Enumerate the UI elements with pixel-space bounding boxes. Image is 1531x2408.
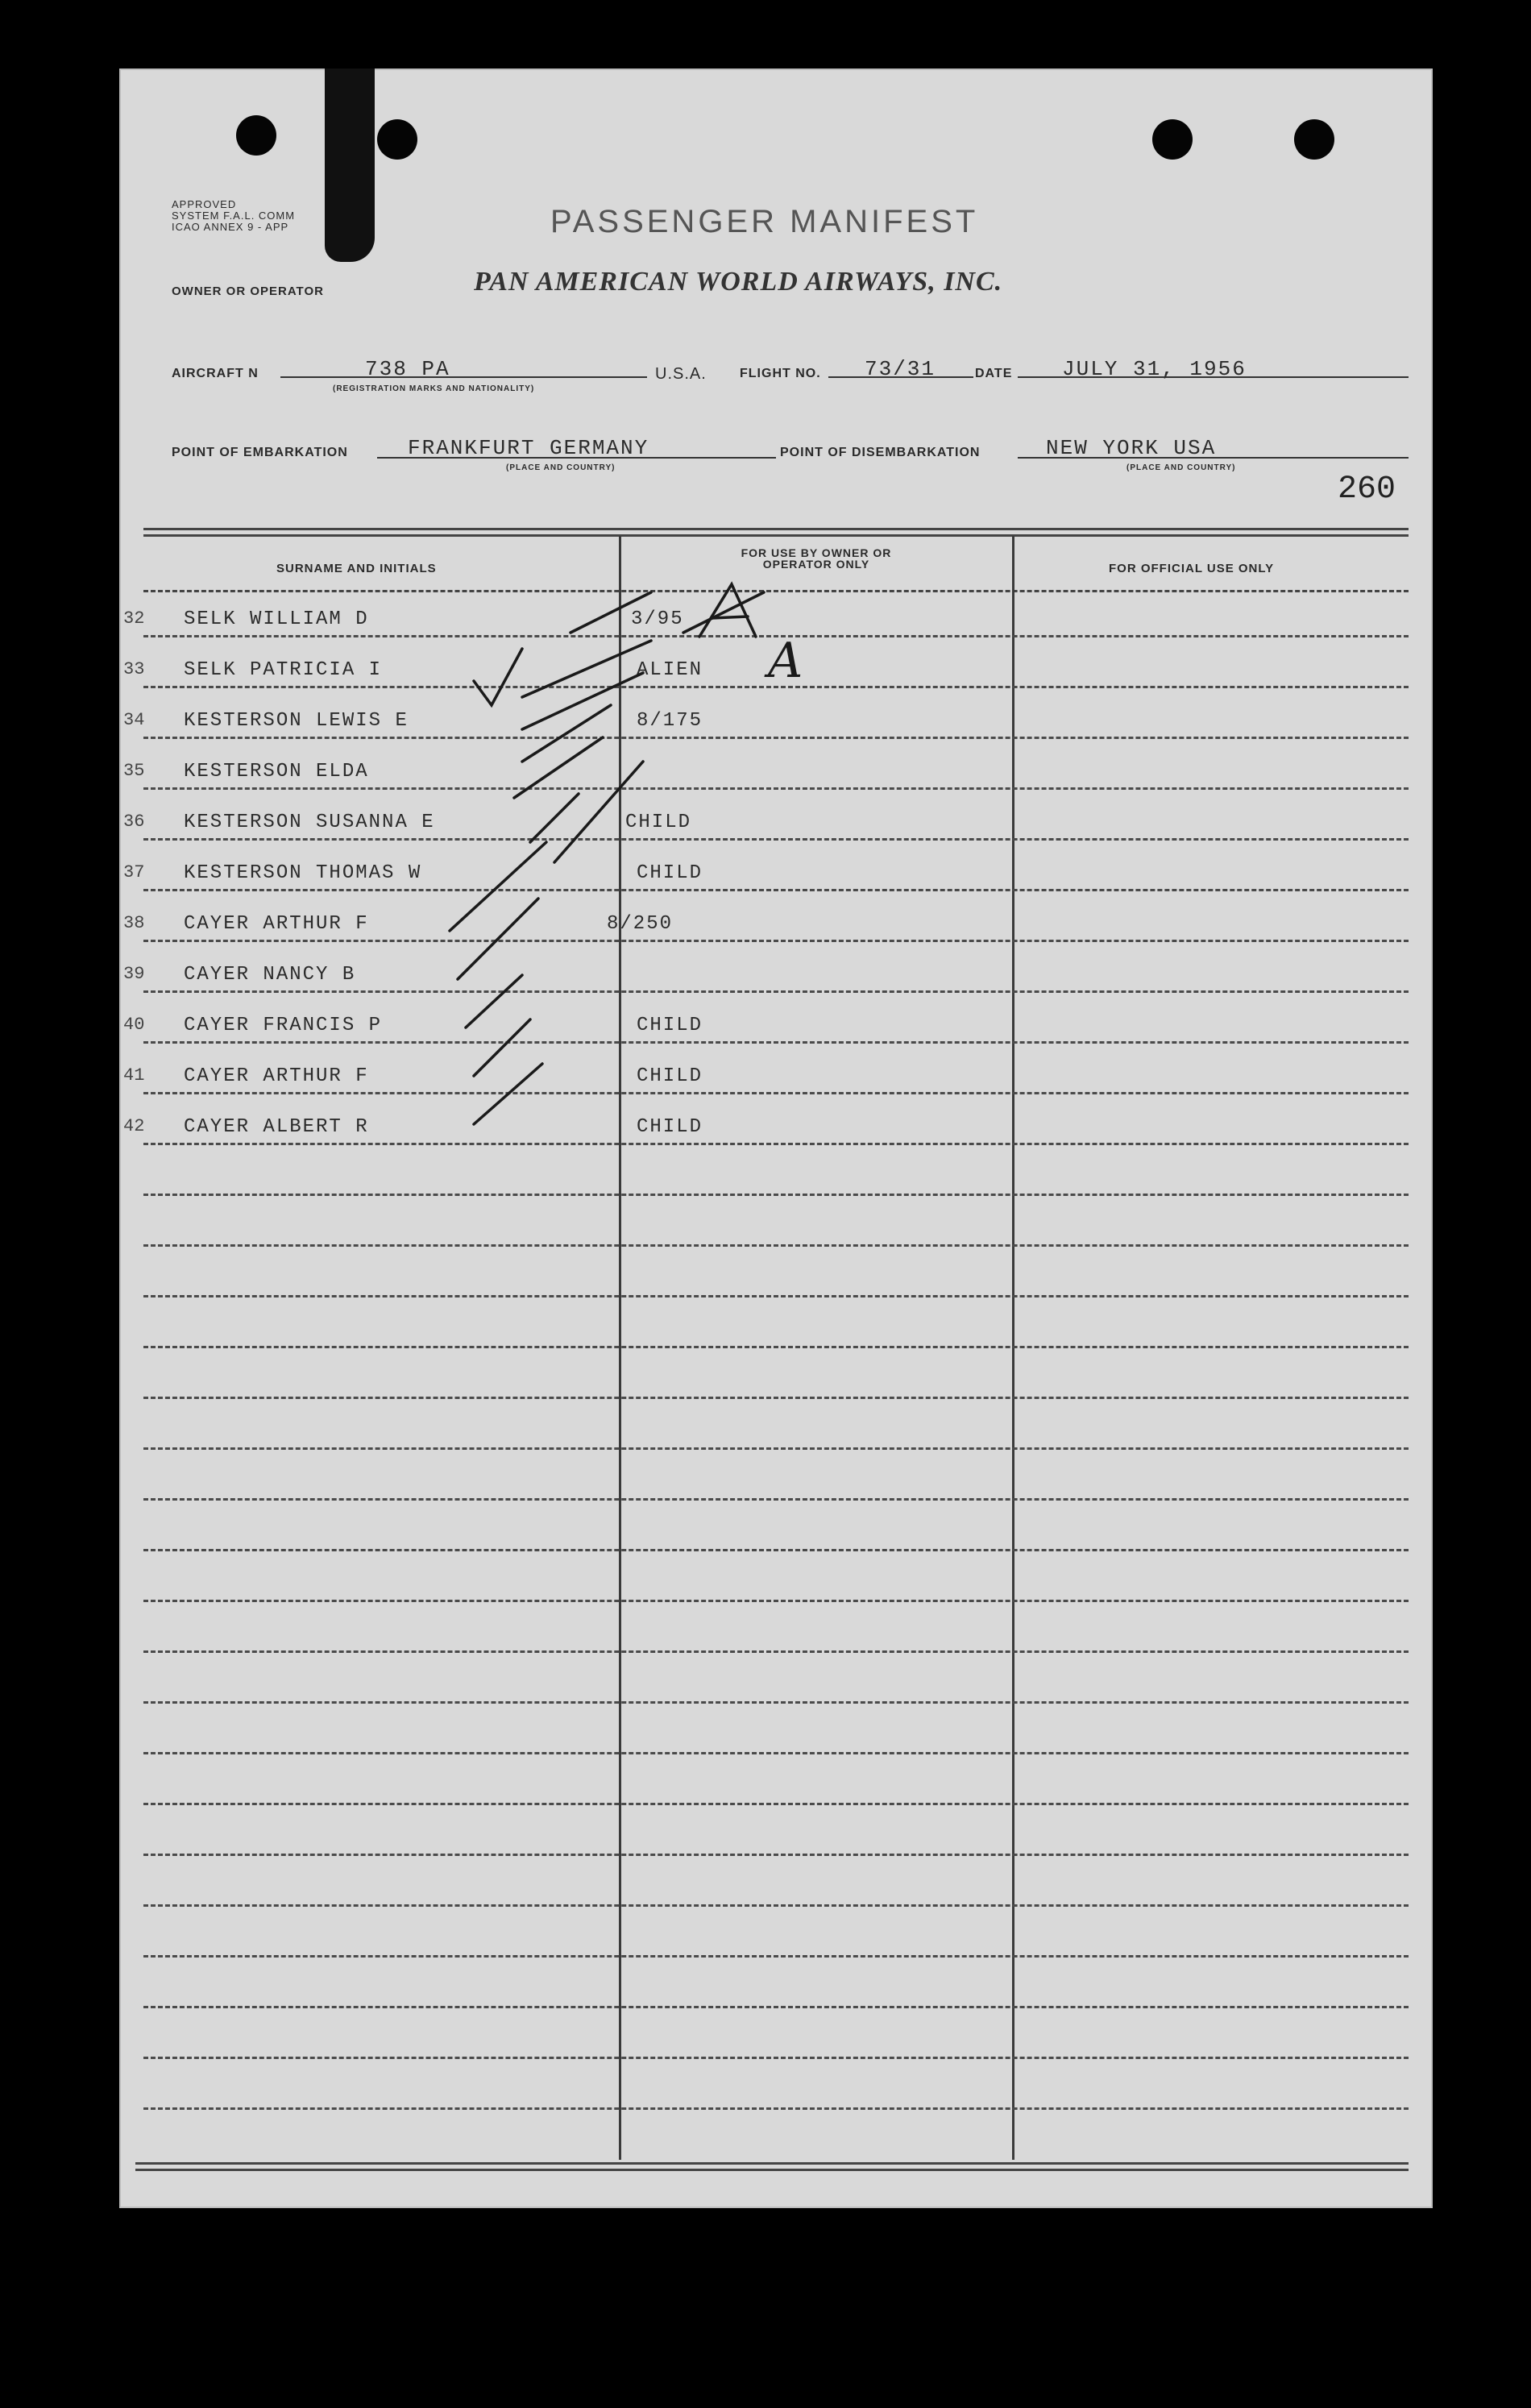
tick-stroke <box>570 592 651 633</box>
row-number: 40 <box>123 1015 145 1035</box>
passenger-name: CAYER FRANCIS P <box>184 1015 383 1036</box>
row-rule <box>143 1854 1409 1856</box>
row-rule <box>143 1295 1409 1297</box>
passenger-name: SELK WILLIAM D <box>184 608 369 630</box>
tick-stroke <box>466 975 522 1028</box>
passenger-note: CHILD <box>637 1015 703 1036</box>
row-number: 34 <box>123 710 145 730</box>
owner-label: OWNER OR OPERATOR <box>172 284 324 298</box>
tick-stroke <box>514 737 603 798</box>
row-rule <box>143 1346 1409 1348</box>
passenger-name: KESTERSON THOMAS W <box>184 862 422 884</box>
tick-stroke <box>522 673 643 729</box>
row-rule <box>143 1498 1409 1501</box>
tick-stroke <box>474 1019 530 1076</box>
check-mark <box>474 649 522 705</box>
flight-value: 73/31 <box>865 357 936 381</box>
row-number: 41 <box>123 1065 145 1086</box>
airline-name: PAN AMERICAN WORLD AIRWAYS, INC. <box>474 267 1003 297</box>
page-number: 260 <box>1338 471 1396 508</box>
row-number: 33 <box>123 659 145 679</box>
embark-label: POINT OF EMBARKATION <box>172 446 348 459</box>
row-rule <box>143 1955 1409 1958</box>
row-rule <box>143 1701 1409 1704</box>
passenger-name: KESTERSON LEWIS E <box>184 710 409 732</box>
row-number: 32 <box>123 608 145 629</box>
flight-label: FLIGHT NO. <box>740 367 821 380</box>
passenger-note: 3/95 <box>631 608 684 630</box>
row-number: 36 <box>123 812 145 832</box>
passenger-note: CHILD <box>637 862 703 884</box>
col-header-surname: SURNAME AND INITIALS <box>276 562 437 575</box>
passenger-note: CHILD <box>625 812 692 833</box>
date-label: DATE <box>975 367 1013 380</box>
row-number: 39 <box>123 964 145 984</box>
col-header-owner: FOR USE BY OWNER OR OPERATOR ONLY <box>741 546 892 571</box>
passenger-note: 8/250 <box>607 913 674 935</box>
row-rule <box>143 1447 1409 1450</box>
usa-label: U.S.A. <box>655 365 707 383</box>
embark-place-note: (PLACE AND COUNTRY) <box>506 463 616 472</box>
col-header-official: FOR OFFICIAL USE ONLY <box>1109 562 1275 575</box>
row-rule <box>143 2006 1409 2008</box>
tick-stroke <box>522 705 611 762</box>
passenger-note: CHILD <box>637 1116 703 1138</box>
passenger-name: KESTERSON ELDA <box>184 761 369 783</box>
tick-stroke <box>530 794 579 842</box>
passenger-name: SELK PATRICIA I <box>184 659 383 681</box>
passenger-name: CAYER ALBERT R <box>184 1116 369 1138</box>
tick-stroke <box>554 762 643 862</box>
row-rule <box>143 1397 1409 1399</box>
row-number: 38 <box>123 913 145 933</box>
row-rule <box>143 1803 1409 1805</box>
row-rule <box>143 2107 1409 2110</box>
disembark-place-note: (PLACE AND COUNTRY) <box>1126 463 1236 472</box>
page-title: PASSENGER MANIFEST <box>550 204 979 239</box>
handwritten-letter: A <box>768 633 803 689</box>
disembark-value: NEW YORK USA <box>1046 436 1217 460</box>
row-number: 37 <box>123 862 145 882</box>
passenger-name: CAYER NANCY B <box>184 964 356 986</box>
passenger-name: CAYER ARTHUR F <box>184 913 369 935</box>
date-value: JULY 31, 1956 <box>1062 357 1247 381</box>
passenger-name: KESTERSON SUSANNA E <box>184 812 435 833</box>
row-number: 42 <box>123 1116 145 1136</box>
tick-stroke <box>522 641 651 697</box>
row-rule <box>143 1600 1409 1602</box>
row-rule <box>143 1650 1409 1653</box>
row-rule <box>143 1549 1409 1551</box>
row-rule <box>143 2057 1409 2059</box>
manifest-page <box>119 69 1433 2208</box>
approval-stamp: APPROVED SYSTEM F.A.L. COMM ICAO ANNEX 9 - APP <box>172 198 296 233</box>
passenger-note: 8/175 <box>637 710 703 732</box>
row-number: 35 <box>123 761 145 781</box>
passenger-name: CAYER ARTHUR F <box>184 1065 369 1087</box>
aircraft-label: AIRCRAFT N <box>172 367 259 380</box>
tick-stroke <box>450 842 546 931</box>
row-rule <box>143 1904 1409 1907</box>
aircraft-value: 738 PA <box>365 357 450 381</box>
disembark-label: POINT OF DISEMBARKATION <box>780 446 981 459</box>
passenger-note: ALIEN <box>637 659 703 681</box>
tick-stroke <box>474 1064 542 1124</box>
registration-note: (REGISTRATION MARKS AND NATIONALITY) <box>333 384 535 393</box>
row-rule <box>143 1752 1409 1754</box>
table-bottom-rule <box>135 2162 1409 2171</box>
embark-value: FRANKFURT GERMANY <box>408 436 649 460</box>
passenger-note: CHILD <box>637 1065 703 1087</box>
